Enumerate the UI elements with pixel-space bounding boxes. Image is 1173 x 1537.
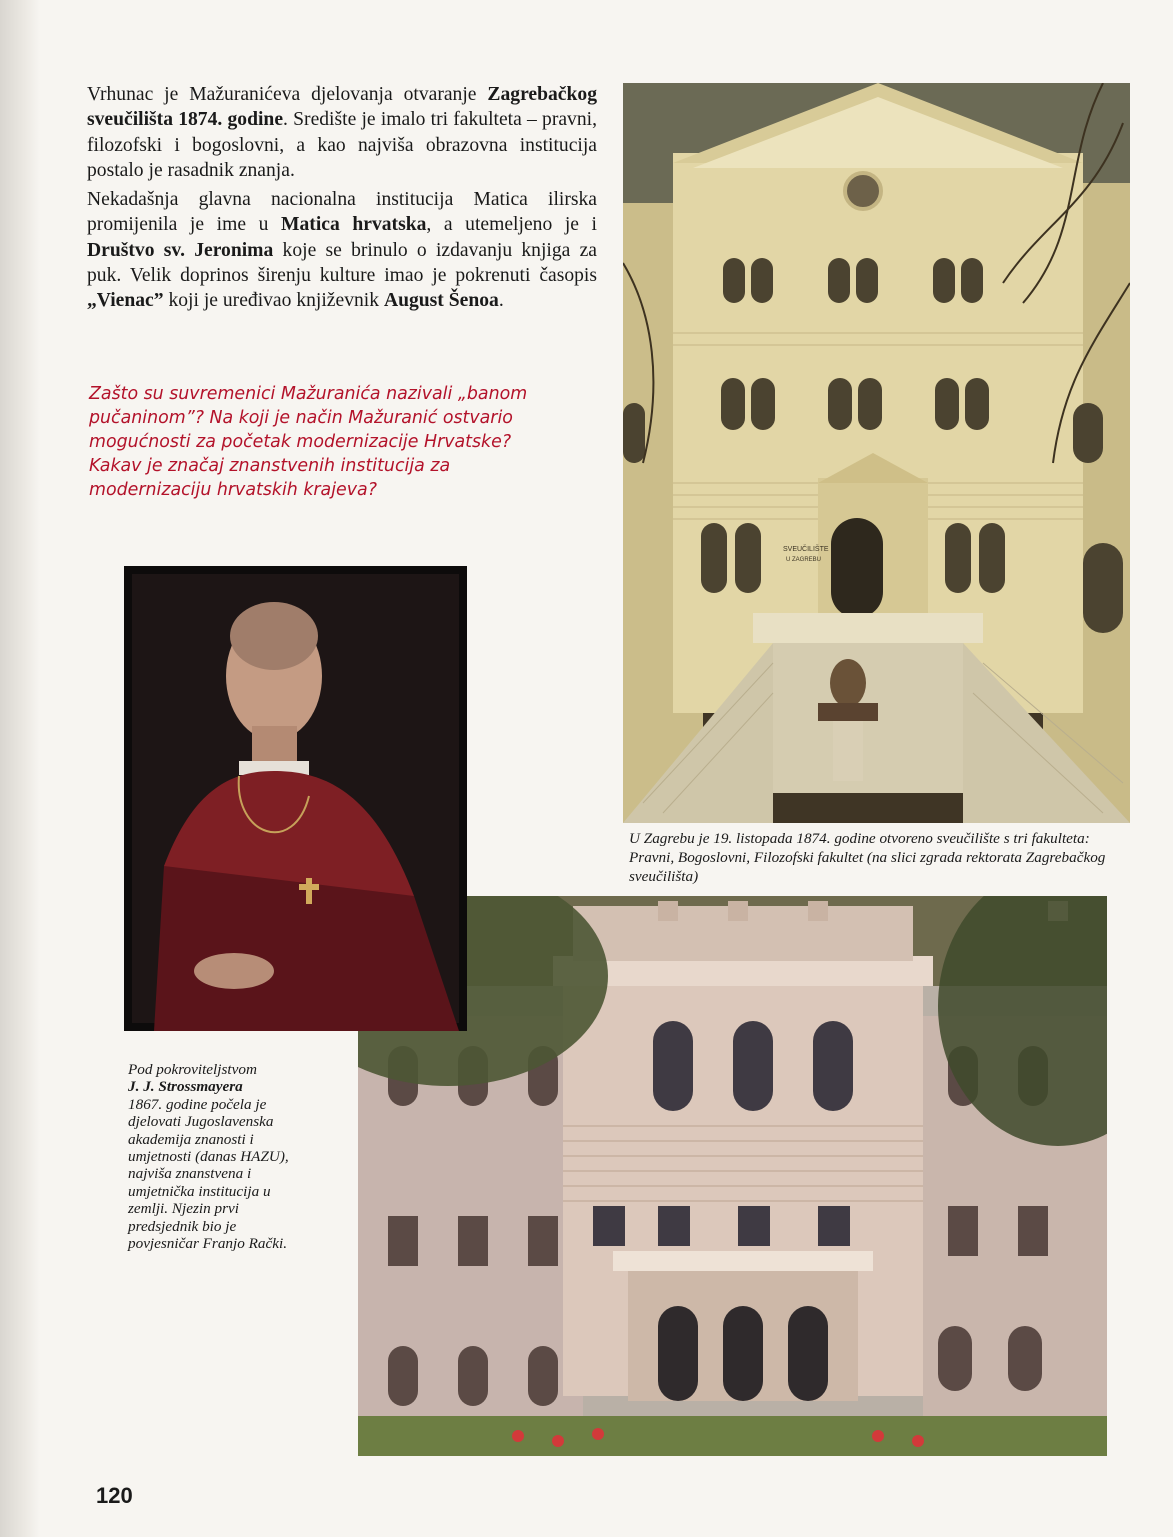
page-binding-shadow: [0, 0, 40, 1537]
highlight-vienac: „Vienac”: [87, 290, 164, 312]
page-number: 120: [96, 1483, 133, 1508]
university-building-photo: [623, 83, 1130, 823]
highlight-drustvo: Društvo sv. Jeronima: [87, 239, 274, 261]
academy-building-photo: [358, 896, 1107, 1456]
highlight-university: Zagrebačkog sveučilišta 1874. godine: [87, 84, 597, 131]
highlight-matica: Matica hrvatska: [281, 214, 427, 236]
sign-line-1: SVEUČILIŠTE: [783, 546, 829, 553]
paragraph-institutions: Nekadašnja glavna nacionalna institucija Matica ilirska promijenila je ime u Matica hrvatska, a utemeljeno je i Društvo sv. Jeronima koje se brinulo o izdavanju knjiga za puk. Velik doprinos širenju kulture imao je pokrenuti časopis „Vienac” koji je uređivao književnik August Šenoa.: [87, 189, 598, 312]
main-text: [87, 82, 597, 318]
highlight-senoa: August Šenoa: [383, 290, 499, 312]
strossmayer-name: J. J. Strossmayera: [128, 1078, 243, 1096]
university-photo-caption: U Zagrebu je 19. listopada 1874. godine otvoreno sveučilište s tri fakulteta: Pravni, Bogoslovni, Filozofski fakultet (na slici zgrada rektorata Zagrebačkog sveučilišta): [629, 830, 1106, 885]
strossmayer-portrait: [124, 566, 467, 1031]
paragraph-university: Vrhunac je Mažuranićeva djelovanja otvaranje Zagrebačkog sveučilišta 1874. godine. Središte je imalo tri fakulteta – pravni, filozofski i bogoslovni, a kao najviša obrazovna institucija postalo je rasadnik znanja.: [87, 84, 597, 181]
question-box: Zašto su suvremenici Mažuranića nazivali „banom pučaninom”? Na koji je način Mažuranić ostvario mogućnosti za početak modernizacije Hrvatske? Kakav je značaj znanstvenih institucija za modernizaciju hrvatskih krajeva?: [89, 384, 528, 500]
academy-caption: Pod pokroviteljstvom J. J. Strossmayera 1867. godine počela je djelovati Jugoslavenska akademija znanosti i umjetnosti (danas HAZU), najviša znanstvena i umjetnička institucija u zemlji. Njezin prvi predsjednik bio je povjesničar Franjo Rački.: [128, 1061, 298, 1252]
sign-line-2: U ZAGREBU: [786, 557, 822, 563]
